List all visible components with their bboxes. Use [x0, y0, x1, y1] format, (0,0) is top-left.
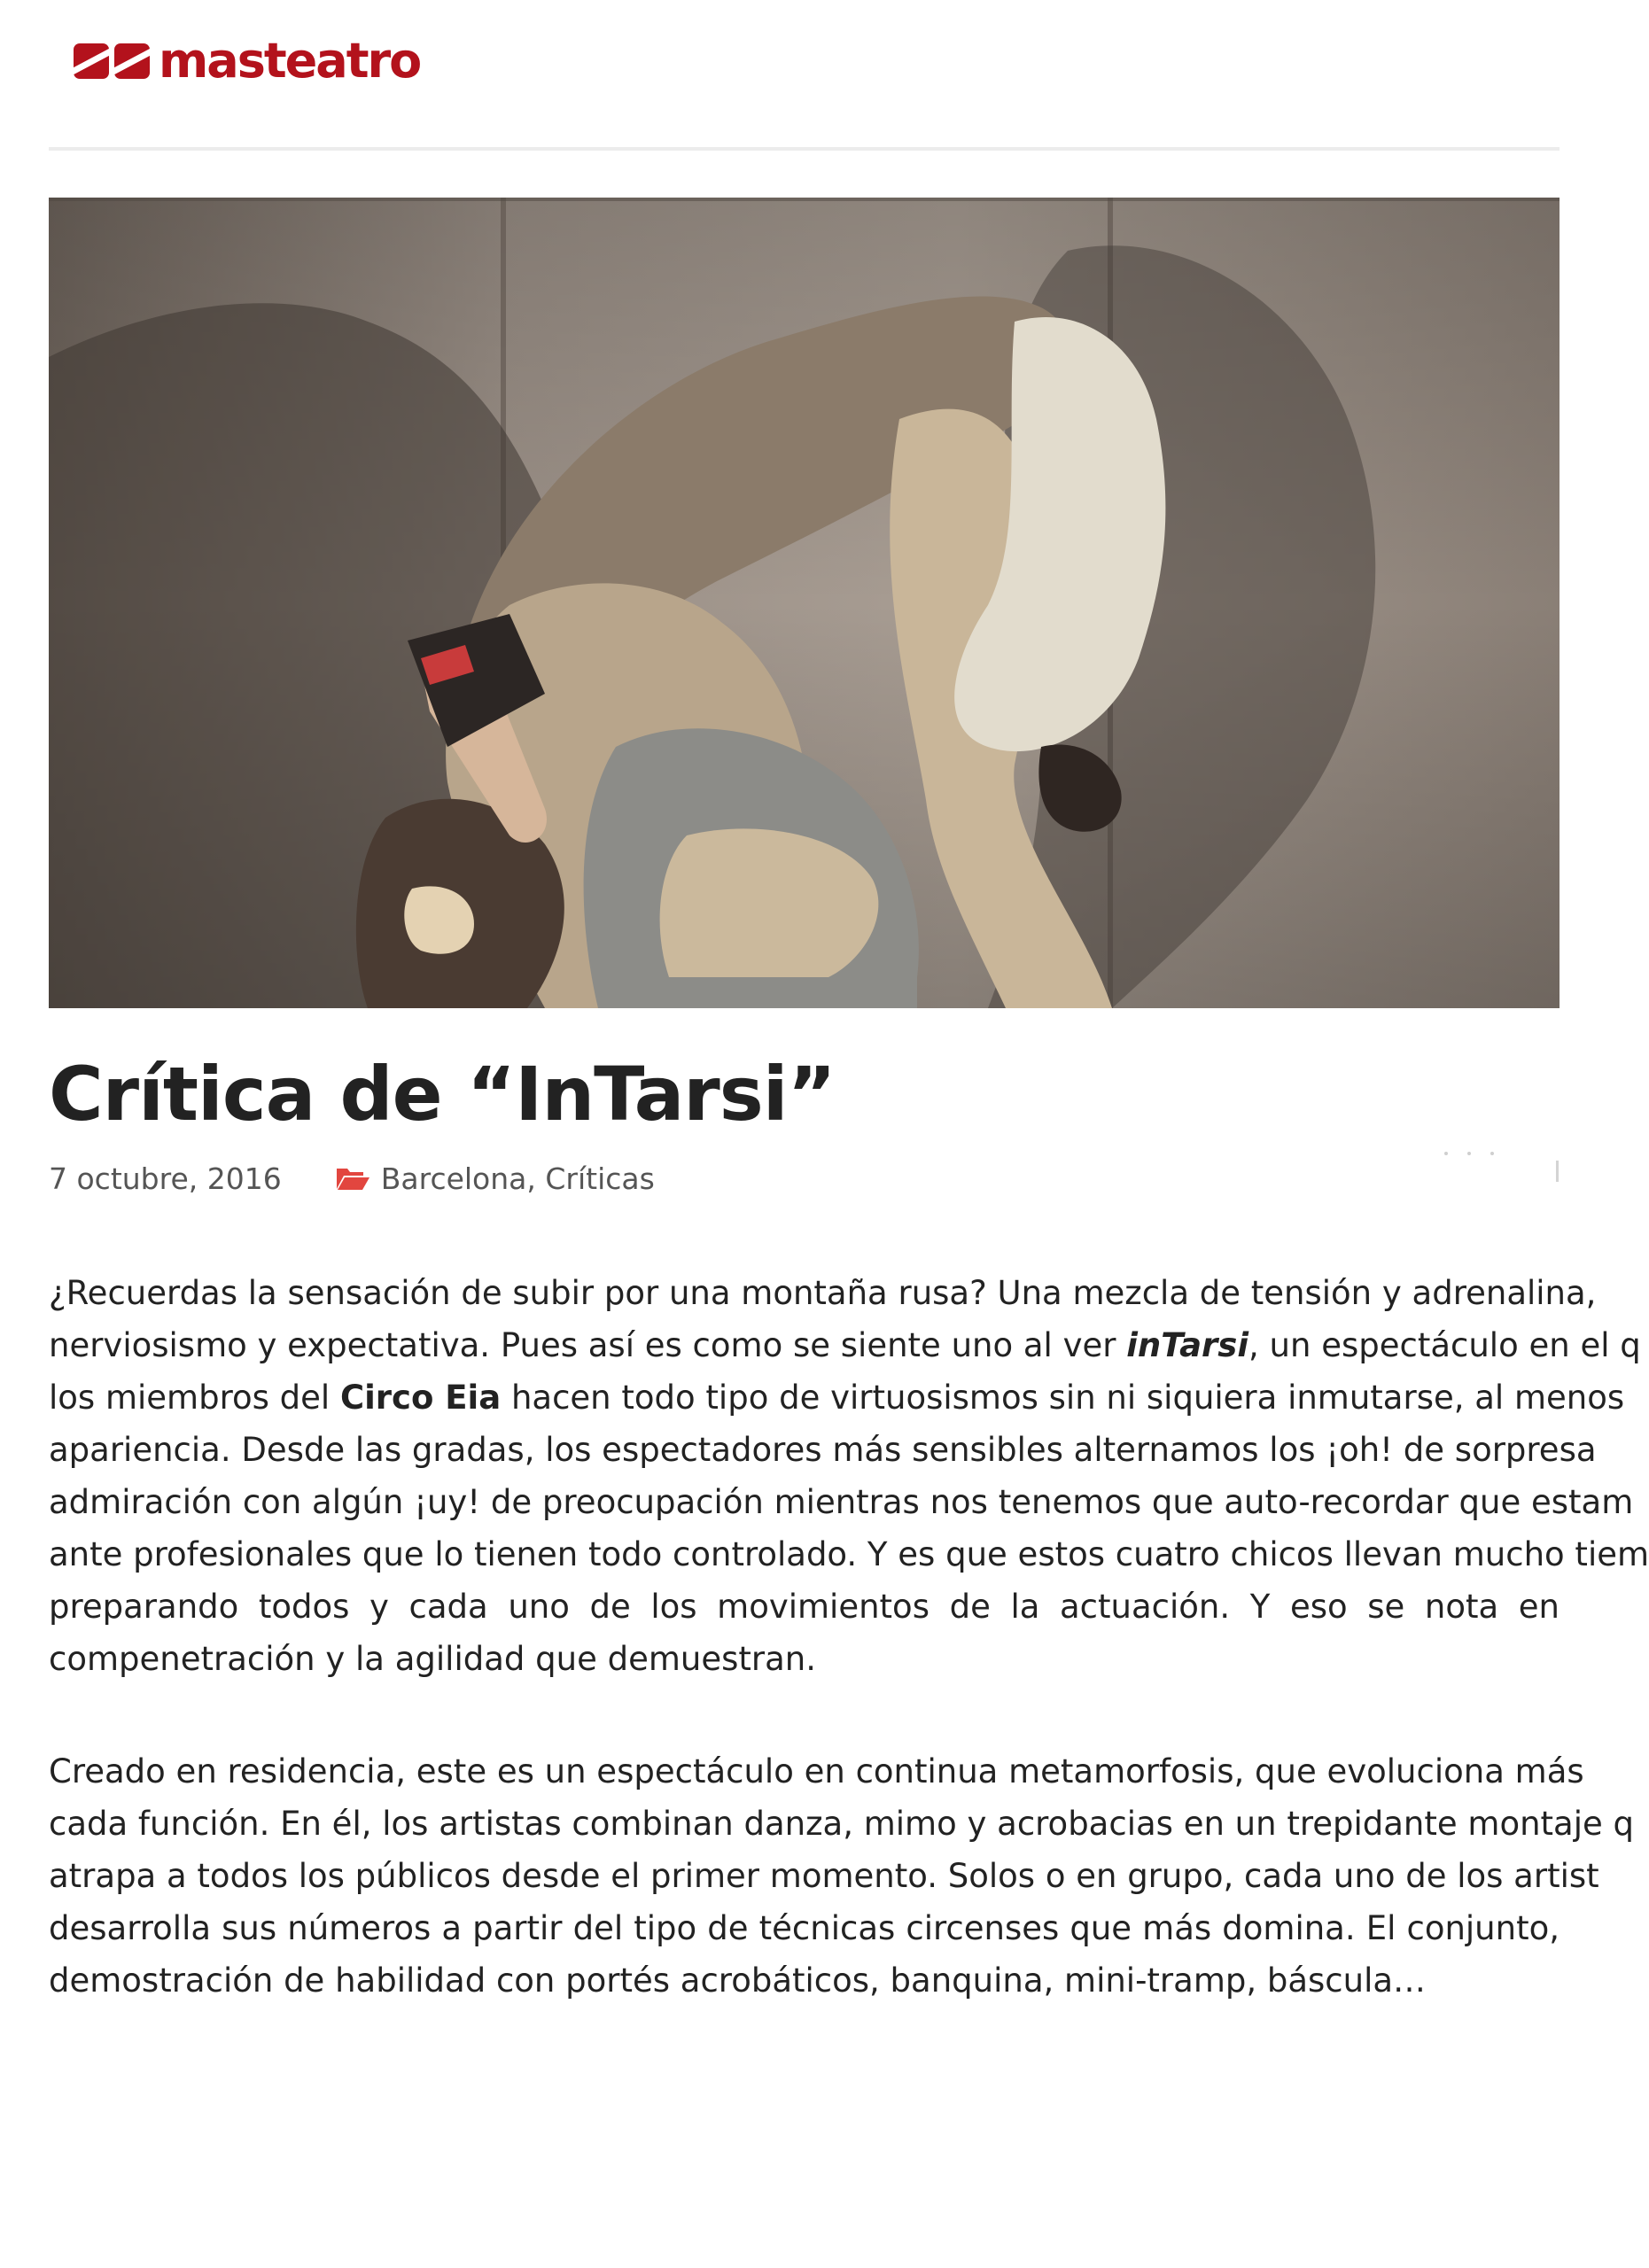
text-line	[49, 1371, 1625, 1424]
post-date[interactable]: 7 octubre, 2016	[49, 1161, 282, 1196]
paragraph-gap	[49, 1685, 1560, 1745]
text-line: atrapa a todos los públicos desde el primer momento. Solos o en grupo, cada uno de los artist	[49, 1857, 1599, 1895]
featured-image	[49, 198, 1560, 1008]
folder-open-icon	[335, 1165, 370, 1192]
text-line	[49, 1319, 1641, 1371]
share-buttons[interactable]	[1444, 1152, 1494, 1155]
text-span: hacen todo tipo de virtuosismos sin ni siquiera inmutarse, al menos	[501, 1379, 1625, 1417]
text-line: admiración con algún ¡uy! de preocupación mientras nos tenemos que auto-recordar que estam	[49, 1483, 1634, 1521]
text-line: cada función. En él, los artistas combinan danza, mimo y acrobacias en un trepidante montaje q	[49, 1805, 1635, 1843]
category-link-barcelona[interactable]: Barcelona	[380, 1161, 527, 1196]
share-dot[interactable]	[1467, 1152, 1471, 1155]
text-line: ante profesionales que lo tienen todo controlado. Y es que estos cuatro chicos llevan mucho tiem	[49, 1535, 1649, 1573]
text-line: apariencia. Desde las gradas, los espectadores más sensibles alternamos los ¡oh! de sorpresa	[49, 1431, 1597, 1469]
paragraph-1	[49, 1267, 1649, 1685]
text-line: compenetración y la agilidad que demuestran.	[49, 1640, 816, 1678]
logo-mark-icon	[74, 43, 150, 79]
article-body	[49, 1267, 1649, 2029]
text-line: demostración de habilidad con portés acrobáticos, banquina, mini-tramp, báscula…	[49, 1961, 1427, 2000]
logo-text: masteatro	[159, 33, 421, 89]
article-meta	[49, 1156, 655, 1200]
text-span: los miembros del	[49, 1379, 340, 1417]
text-line: ¿Recuerdas la sensación de subir por una montaña rusa? Una mezcla de tensión y adrenalina,	[49, 1274, 1597, 1312]
header-divider	[49, 147, 1560, 151]
category-separator: ,	[526, 1161, 546, 1196]
article-title: Crítica de “InTarsi”	[49, 1051, 836, 1138]
show-name-emphasis: inTarsi	[1126, 1326, 1249, 1364]
site-header	[0, 0, 1604, 151]
share-edge-marker	[1556, 1161, 1559, 1182]
site-logo[interactable]	[74, 33, 421, 89]
text-line: preparando todos y cada uno de los movimientos de la actuación. Y eso se nota en	[49, 1588, 1560, 1626]
text-span: , un espectáculo en el q	[1248, 1326, 1641, 1364]
text-line: desarrolla sus números a partir del tipo de técnicas circenses que más domina. El conjunto,	[49, 1909, 1560, 1947]
share-dot[interactable]	[1444, 1152, 1448, 1155]
text-span: nerviosismo y expectativa. Pues así es como se siente uno al ver	[49, 1326, 1127, 1364]
share-dot[interactable]	[1490, 1152, 1494, 1155]
paragraph-2	[49, 1745, 1635, 2007]
company-name: Circo Eia	[339, 1379, 502, 1417]
category-link-criticas[interactable]: Críticas	[545, 1161, 655, 1196]
photo-acrobats-icon	[49, 198, 1560, 1008]
text-line: Creado en residencia, este es un espectáculo en continua metamorfosis, que evoluciona más	[49, 1752, 1584, 1790]
